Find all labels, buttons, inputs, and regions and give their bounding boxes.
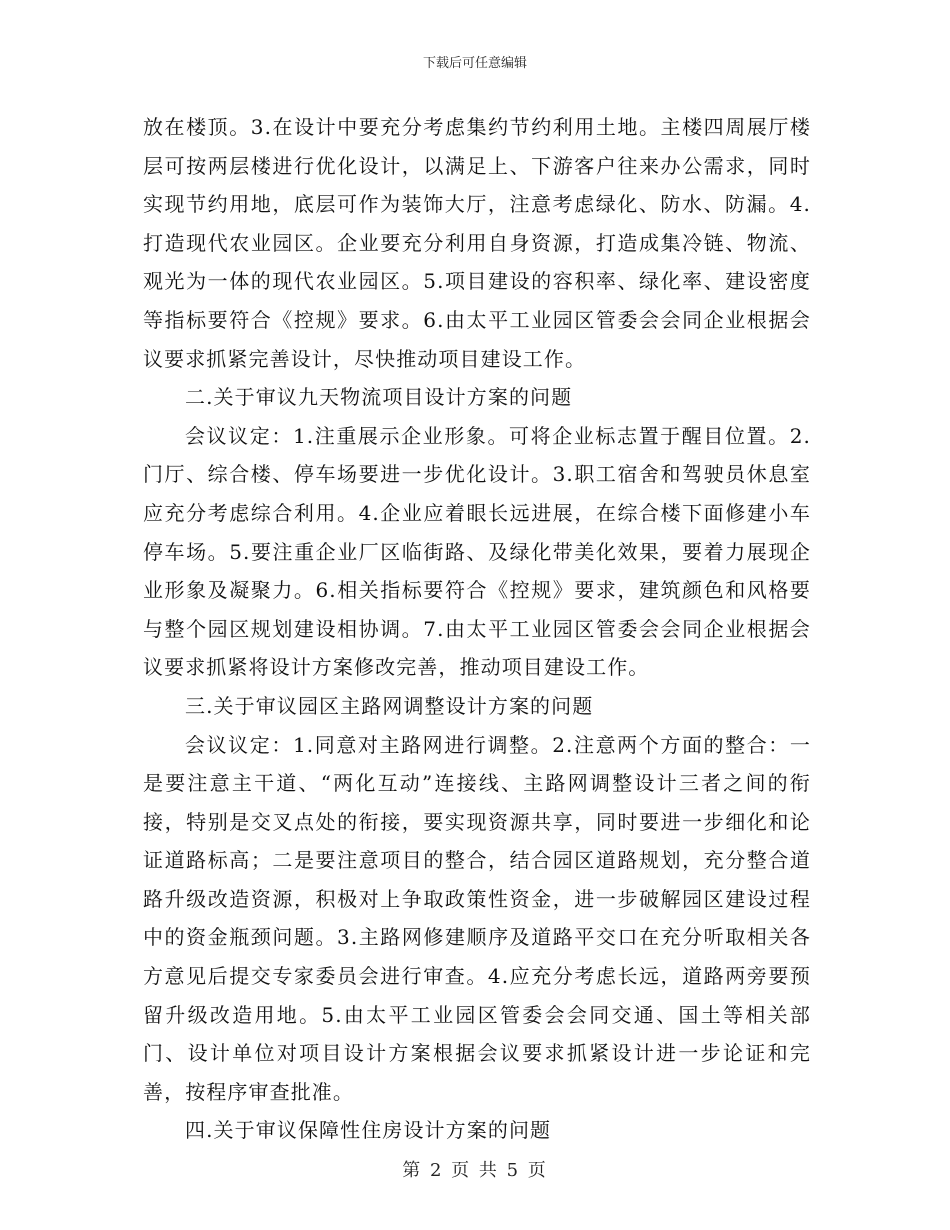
section-heading-2: 二.关于审议九天物流项目设计方案的问题 — [185, 385, 573, 410]
section-heading-4: 四.关于审议保障性住房设计方案的问题 — [185, 1118, 552, 1143]
paragraph-continuation: 放在楼顶。3.在设计中要充分考虑集约节约利用土地。主楼四周展厅楼层可按两层楼进行优化设计，以满足上、下游客户往来办公需求，同时实现节约用地，底层可作为装饰大厅，注意考虑绿化、防水、防漏。4.打造现代农业园区。企业要充分利用自身资源，打造成集冷链、物流、观光为一体的现代农业园区。5.项目建设的容积率、绿化率、建设密度等指标要符合《控规》要求。6.由太平工业园区管委会会同企业根据会议要求抓紧完善设计，尽快推动项目建设工作。 — [143, 115, 812, 371]
page-header-note: 下载后可任意编辑 — [422, 56, 527, 71]
paragraph-section-3: 会议议定：1.同意对主路网进行调整。2.注意两个方面的整合：一是要注意主干道、“两化互动”连接线、主路网调整设计三者之间的衔接，特别是交叉点处的衔接，要实现资源共享，同时要进一步细化和论证道路标高；二是要注意项目的整合，结合园区道路规划，充分整合道路升级改造资源，积极对上争取政策性资金，进一步破解园区建设过程中的资金瓶颈问题。3.主路网修建顺序及道路平交口在充分听取相关各方意见后提交专家委员会进行审查。4.应充分考虑长远，道路两旁要预留升级改造用地。5.由太平工业园区管委会会同交通、国土等相关部门、设计单位对项目设计方案根据会议要求抓紧设计进一步论证和完善，按程序审查批准。 — [143, 732, 812, 1104]
page-number: 第 2 页 共 5 页 — [402, 1160, 548, 1181]
section-heading-3: 三.关于审议园区主路网调整设计方案的问题 — [185, 693, 594, 718]
document-body — [143, 108, 811, 1150]
paragraph-section-2: 会议议定：1.注重展示企业形象。可将企业标志置于醒目位置。2.门厅、综合楼、停车场要进一步优化设计。3.职工宿舍和驾驶员休息室应充分考虑综合利用。4.企业应着眼长远进展，在综合楼下面修建小车停车场。5.要注重企业厂区临街路、及绿化带美化效果，要着力展现企业形象及凝聚力。6.相关指标要符合《控规》要求，建筑颜色和风格要与整个园区规划建设相协调。7.由太平工业园区管委会会同企业根据会议要求抓紧将设计方案修改完善，推动项目建设工作。 — [143, 423, 812, 680]
